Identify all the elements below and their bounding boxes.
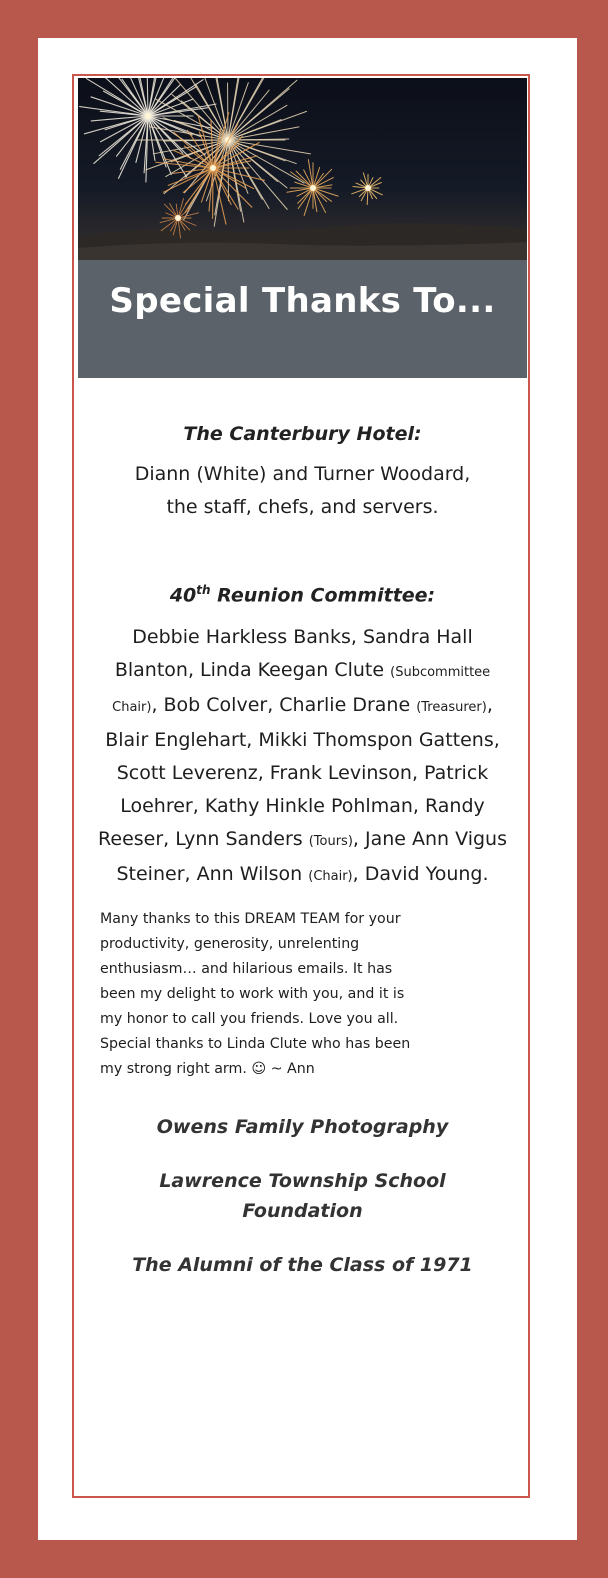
committee-names: Debbie Harkless Banks, Sandra Hall Blanton, Linda Keegan Clute bbox=[114, 626, 473, 682]
committee-role: (Chair) bbox=[308, 869, 353, 885]
sponsor-foundation-line2: Foundation bbox=[242, 1200, 363, 1223]
committee-role: (Subcommittee Chair) bbox=[112, 665, 491, 716]
page-title: Special Thanks To... bbox=[109, 281, 496, 321]
committee-role: (Treasurer) bbox=[416, 700, 487, 716]
committee-names: , Jane Ann Vigus Steiner, Ann Wilson bbox=[116, 828, 507, 886]
hotel-body: Diann (White) and Turner Woodard, the staff, chefs, and servers. bbox=[134, 463, 471, 518]
hotel-heading: The Canterbury Hotel: bbox=[183, 423, 422, 445]
committee-heading: 40th Reunion Committee: bbox=[169, 583, 436, 607]
note-line: my strong right arm. ☺ ~ Ann bbox=[100, 1061, 315, 1078]
sponsor-photography: Owens Family Photography bbox=[156, 1116, 449, 1139]
committee-names: , David Young. bbox=[352, 863, 489, 886]
committee-names: , Bob Colver, Charlie Drane bbox=[151, 694, 417, 717]
note-line: my honor to call you friends. Love you all. bbox=[100, 1011, 399, 1028]
committee-members bbox=[96, 621, 509, 893]
note-line: enthusiasm… and hilarious emails. It has bbox=[100, 961, 393, 978]
committee-role: (Tours) bbox=[308, 834, 353, 850]
sponsor-alumni: The Alumni of the Class of 1971 bbox=[132, 1254, 473, 1277]
sponsor-foundation-line1: Lawrence Township School bbox=[159, 1170, 446, 1193]
thanks-content bbox=[80, 420, 525, 1280]
note-line: productivity, generosity, unrelenting bbox=[100, 936, 360, 953]
committee-names: , Blair Englehart, Mikki Thomspon Gattens, Scott Leverenz, Frank Levinson, Patrick Loehrer, Kathy Hinkle Pohlman, Randy Reeser, Lynn Sanders bbox=[98, 694, 500, 851]
thank-you-note bbox=[100, 907, 525, 1082]
note-line: Many thanks to this DREAM TEAM for your bbox=[100, 911, 401, 928]
note-line: Special thanks to Linda Clute who has been bbox=[100, 1036, 411, 1053]
note-line: been my delight to work with you, and it is bbox=[100, 986, 405, 1003]
